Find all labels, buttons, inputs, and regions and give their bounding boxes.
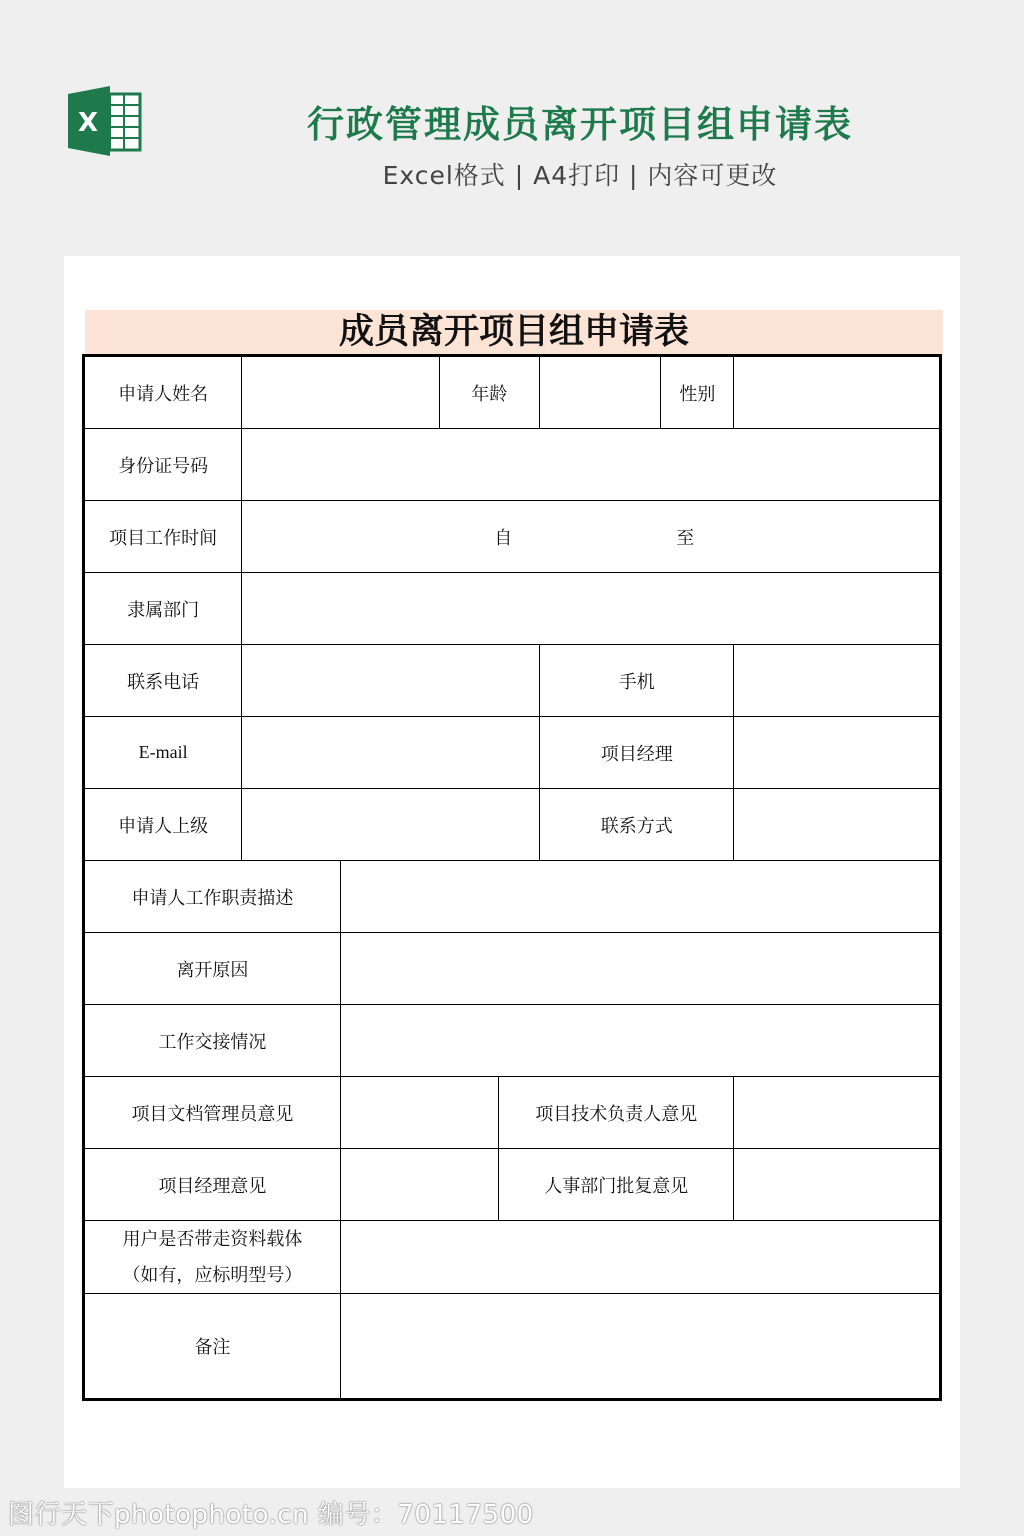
table-row: [84, 1221, 941, 1294]
department-label: 隶属部门: [84, 573, 242, 645]
from-label: 自: [494, 528, 513, 548]
contact-method-field[interactable]: [734, 789, 941, 861]
age-label: 年龄: [439, 356, 540, 429]
to-label: 至: [676, 528, 695, 548]
leave-reason-field[interactable]: [340, 933, 940, 1005]
hr-opinion-label: 人事部门批复意见: [499, 1149, 734, 1221]
page-subtitle: Excel格式 | A4打印 | 内容可更改: [382, 161, 778, 190]
phone-field[interactable]: [242, 645, 540, 717]
mobile-field[interactable]: [734, 645, 941, 717]
table-row: [84, 1077, 941, 1149]
excel-logo-icon: [66, 86, 142, 156]
phone-label: 联系电话: [84, 645, 242, 717]
handover-label: 工作交接情况: [84, 1005, 341, 1077]
excel-logo-letter: X: [77, 108, 99, 138]
table-row: [84, 717, 941, 789]
supervisor-field[interactable]: [242, 789, 540, 861]
table-row: [84, 1005, 941, 1077]
table-row: [84, 1149, 941, 1221]
table-row: [84, 1294, 941, 1400]
work-period-label: 项目工作时间: [84, 501, 242, 573]
tech-lead-opinion-label: 项目技术负责人意见: [499, 1077, 734, 1149]
table-row: [84, 861, 941, 933]
media-carrier-label-line2: （如有，应标明型号）: [122, 1265, 303, 1285]
doc-admin-opinion-field[interactable]: [340, 1077, 498, 1149]
applicant-name-label: 申请人姓名: [84, 356, 242, 429]
supervisor-label: 申请人上级: [84, 789, 242, 861]
doc-admin-opinion-label: 项目文档管理员意见: [84, 1077, 341, 1149]
table-row: [84, 933, 941, 1005]
handover-field[interactable]: [340, 1005, 940, 1077]
table-row: [84, 789, 941, 861]
duty-description-field[interactable]: [340, 861, 940, 933]
table-row: [84, 573, 941, 645]
contact-method-label: 联系方式: [540, 789, 734, 861]
table-row: [84, 501, 941, 573]
age-field[interactable]: [540, 356, 661, 429]
leave-reason-label: 离开原因: [84, 933, 341, 1005]
applicant-name-field[interactable]: [242, 356, 439, 429]
pm-opinion-field[interactable]: [340, 1149, 498, 1221]
media-carrier-field[interactable]: [340, 1221, 940, 1294]
duty-description-label: 申请人工作职责描述: [84, 861, 341, 933]
gender-field[interactable]: [734, 356, 941, 429]
project-manager-label: 项目经理: [540, 717, 734, 789]
gender-label: 性别: [661, 356, 734, 429]
mobile-label: 手机: [540, 645, 734, 717]
email-label: E-mail: [84, 717, 242, 789]
media-carrier-label: [84, 1221, 341, 1294]
page-title: 行政管理成员离开项目组申请表: [307, 103, 853, 146]
remarks-label: 备注: [84, 1294, 341, 1400]
table-row: [84, 356, 941, 429]
department-field[interactable]: [242, 573, 941, 645]
media-carrier-label-line1: 用户是否带走资料载体: [122, 1229, 303, 1249]
id-number-field[interactable]: [242, 429, 941, 501]
table-row: [84, 645, 941, 717]
watermark: 图行天下photophoto.cn 编号：70117500: [8, 1500, 534, 1530]
tech-lead-opinion-field[interactable]: [734, 1077, 941, 1149]
id-number-label: 身份证号码: [84, 429, 242, 501]
work-period-field[interactable]: [242, 501, 941, 573]
form-title: 成员离开项目组申请表: [85, 310, 943, 356]
remarks-field[interactable]: [340, 1294, 940, 1400]
application-form-table: [82, 354, 942, 1401]
hr-opinion-field[interactable]: [734, 1149, 941, 1221]
pm-opinion-label: 项目经理意见: [84, 1149, 341, 1221]
table-row: [84, 429, 941, 501]
email-field[interactable]: [242, 717, 540, 789]
project-manager-field[interactable]: [734, 717, 941, 789]
